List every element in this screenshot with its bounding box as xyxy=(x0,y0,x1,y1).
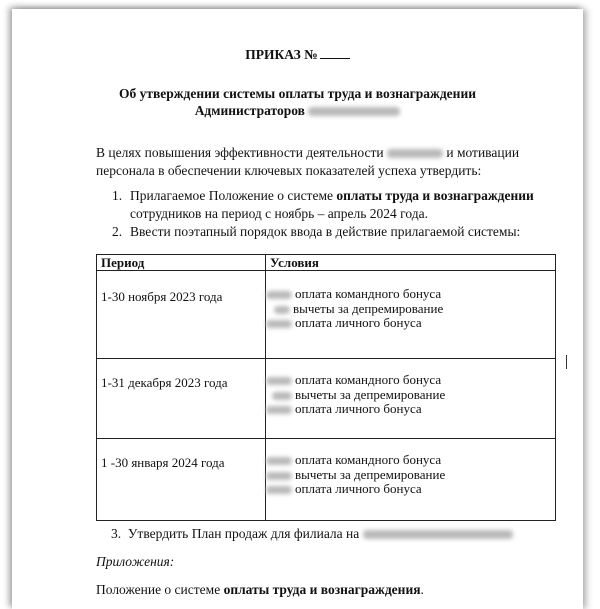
condition-line xyxy=(266,402,555,417)
conditions-table xyxy=(96,254,556,521)
conditions-cell xyxy=(266,271,556,359)
period-cell xyxy=(97,271,266,359)
condition-text: оплата командного бонуса xyxy=(295,452,442,467)
period-text: 1 -30 января 2024 года xyxy=(101,455,225,470)
condition-line xyxy=(266,316,555,331)
list-item-bold-text: оплаты труда и вознаграждении xyxy=(336,188,534,203)
subtitle-line-2 xyxy=(12,102,583,119)
period-cell xyxy=(97,359,266,439)
list-item-number: 3. xyxy=(111,526,122,541)
intro-line-1 xyxy=(96,144,556,162)
condition-text: оплата личного бонуса xyxy=(295,401,422,416)
redacted-text xyxy=(308,107,400,116)
redacted-text xyxy=(272,392,292,400)
redacted-text xyxy=(266,291,292,299)
document-title xyxy=(12,47,583,63)
period-text: 1-31 декабря 2023 года xyxy=(101,375,228,390)
condition-text: оплата командного бонуса xyxy=(295,286,442,301)
title-text: ПРИКАЗ № xyxy=(245,47,318,62)
redacted-text xyxy=(363,530,513,539)
condition-text: вычеты за депремирование xyxy=(293,300,444,316)
attachment-text: Положение о системе xyxy=(96,582,224,597)
subtitle-line-2-text: Администраторов xyxy=(194,103,305,118)
column-header-conditions: Условия xyxy=(266,255,556,271)
redacted-text xyxy=(266,377,292,385)
intro-line-2: персонала в обеспечении ключевых показателей успеха утвердить: xyxy=(96,163,482,178)
condition-text: оплата личного бонуса xyxy=(295,481,422,496)
number-blank xyxy=(320,47,350,59)
column-header-period: Период xyxy=(97,255,266,271)
period-text: 1-30 ноября 2023 года xyxy=(101,289,223,304)
table-edge-mark xyxy=(566,355,567,369)
table-header-row xyxy=(97,255,556,271)
condition-text: оплата личного бонуса xyxy=(295,315,422,330)
redacted-text xyxy=(387,149,443,158)
list-item-text: Утвердить План продаж для филиала на xyxy=(127,526,360,541)
list-item-number: 2. xyxy=(112,224,123,239)
condition-line xyxy=(266,373,555,388)
condition-text: вычеты за депремирование xyxy=(295,466,446,482)
redacted-text xyxy=(266,457,292,465)
condition-line xyxy=(266,453,555,468)
redacted-text xyxy=(266,320,292,328)
list-item xyxy=(112,187,562,223)
intro-text-1: В целях повышения эффективности деятельности xyxy=(96,145,384,160)
list-item-text: Ввести поэтапный порядок ввода в действие прилагаемой системы: xyxy=(130,224,521,239)
document-subtitle xyxy=(12,85,583,119)
table-row xyxy=(97,271,556,359)
conditions-cell xyxy=(266,359,556,439)
redacted-text xyxy=(266,406,292,414)
document-page xyxy=(12,9,583,609)
numbered-list xyxy=(112,187,562,241)
condition-line xyxy=(266,468,555,483)
table-row xyxy=(97,359,556,439)
condition-line xyxy=(266,302,555,317)
list-item-number: 1. xyxy=(112,188,123,203)
intro-paragraph xyxy=(96,144,556,180)
condition-line xyxy=(266,482,555,497)
redacted-text xyxy=(266,472,292,480)
attachment-end: . xyxy=(420,582,424,597)
period-cell xyxy=(97,439,266,521)
subtitle-line-1: Об утверждении системы оплаты труда и вознаграждении xyxy=(118,86,477,101)
condition-text: вычеты за депремирование xyxy=(295,386,446,402)
list-item-text: Прилагаемое Положение о системе xyxy=(130,188,337,203)
list-item-3 xyxy=(111,526,513,542)
list-item-line-2: сотрудников на период с ноябрь – апрель 2024 года. xyxy=(130,206,428,221)
condition-line xyxy=(266,388,555,403)
condition-line xyxy=(266,287,555,302)
conditions-cell xyxy=(266,439,556,521)
condition-text: оплата командного бонуса xyxy=(295,372,442,387)
list-item xyxy=(112,223,562,241)
attachment-bold-text: оплаты труда и вознаграждения xyxy=(223,582,421,597)
intro-text-2: и мотивации xyxy=(446,145,520,160)
table-row xyxy=(97,439,556,521)
redacted-text xyxy=(266,486,292,494)
attachments-label: Приложения: xyxy=(96,554,175,569)
attachment-item xyxy=(96,582,424,598)
redacted-text xyxy=(274,306,290,314)
